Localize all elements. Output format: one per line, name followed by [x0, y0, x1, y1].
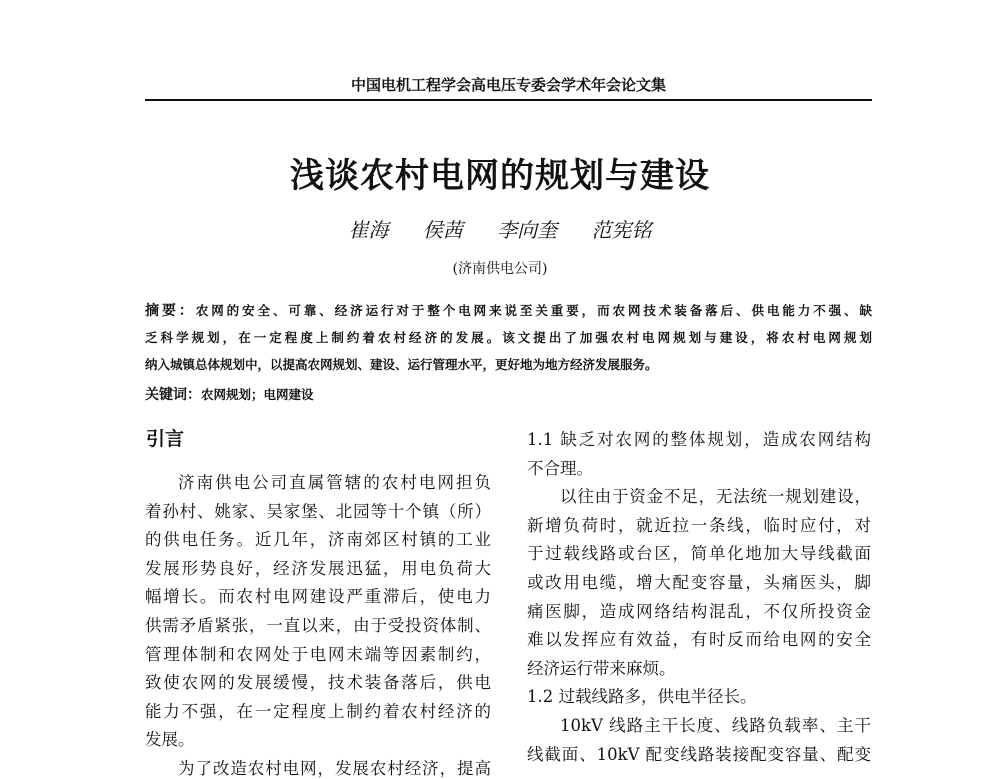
body-text-line: 供需矛盾紧张，一直以来，由于受投资体制、 — [145, 616, 491, 635]
body-text-line: 着孙村、姚家、吴家堡、北园等十个镇（所） — [145, 501, 491, 521]
body-text-line: 不合理。 — [527, 458, 593, 478]
body-text-line: 1.1 缺乏对农网的整体规划，造成农网结构 — [527, 430, 871, 449]
body-text-line: 1.2 过载线路多，供电半径长。 — [527, 687, 757, 707]
keywords-text: 农网规划；电网建设 — [201, 387, 314, 402]
author: 侯茜 — [422, 218, 463, 242]
abstract-line — [145, 300, 872, 320]
body-text-line: 以往由于资金不足，无法统一规划建设， — [560, 487, 871, 507]
body-text-line: 新增负荷时，就近拉一条线，临时应付，对 — [527, 515, 871, 535]
body-text-line: 10kV 线路主干长度、线路负载率、主干 — [560, 716, 871, 735]
body-text-line: 致使农网的发展缓慢，技术装备落后，供电 — [145, 673, 491, 693]
header-rule — [145, 99, 872, 101]
body-text-line: 能力不强，在一定程度上制约着农村经济的 — [145, 701, 491, 721]
affiliation: (济南供电公司) — [452, 261, 548, 277]
body-text-line: 幅增长。而农村电网建设严重滞后，使电力 — [145, 587, 491, 607]
body-text-line: 难以发挥应有效益，有时反而给电网的安全 — [527, 630, 871, 650]
body-text-line: 发展形势良好，经济发展迅猛，用电负荷大 — [145, 558, 491, 578]
body-text-line: 管理体制和农网处于电网末端等因素制约， — [145, 644, 491, 664]
body-text-line: 于过载线路或台区，简单化地加大导线截面 — [527, 544, 871, 564]
body-text-line: 为了改造农村电网，发展农村经济，提高 — [178, 759, 491, 778]
body-text-line: 的供电任务。近几年，济南郊区村镇的工业 — [145, 530, 491, 550]
body-text-line: 经济运行带来麻烦。 — [527, 658, 676, 678]
abstract-line: 乏科学规划，在一定程度上制约着农村经济的发展。该文提出了加强农村电网规划与建设，将农村电网规划 — [145, 330, 872, 345]
author: 李向奎 — [497, 218, 558, 242]
body-text-line: 线截面、10kV 配变线路装接配变容量、配变 — [527, 744, 871, 764]
author: 崔海 — [348, 218, 389, 242]
body-text-line: 发展。 — [145, 730, 195, 750]
section-heading: 引言 — [146, 428, 185, 450]
keywords-label: 关键词： — [145, 387, 201, 403]
body-text-line: 或改用电缆，增大配变容量，头痛医头，脚 — [527, 573, 871, 592]
paper-title: 浅谈农村电网的规划与建设 — [290, 156, 710, 196]
body-text-line: 痛医脚，造成网络结构混乱，不仅所投资金 — [527, 601, 871, 621]
body-text-line: 济南供电公司直属管辖的农村电网担负 — [178, 473, 491, 492]
abstract-label: 摘要： — [145, 303, 196, 319]
abstract-line: 纳入城镇总体规划中，以提高农网规划、建设、运行管理水平，更好地为地方经济发展服务。 — [145, 357, 658, 372]
author: 范宪铭 — [591, 218, 652, 242]
keywords — [145, 384, 314, 404]
running-header: 中国电机工程学会高电压专委会学术年会论文集 — [350, 76, 666, 94]
abstract-text: 农网的安全、可靠、经济运行对于整个电网来说至关重要，而农网技术装备落后、供电能力不强、缺 — [195, 303, 872, 318]
author-list — [0, 214, 1000, 243]
